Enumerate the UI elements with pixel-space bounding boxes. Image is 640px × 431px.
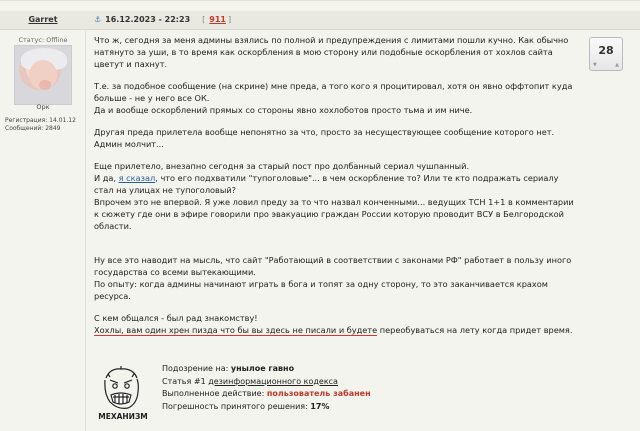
message-paragraph: Еще прилетело, внезапно сегодня за старый пост про долбанный сериал чушпанный. xyxy=(94,161,470,171)
user-info xyxy=(5,117,76,133)
author-name[interactable]: Garret xyxy=(28,15,58,24)
verdict-action xyxy=(162,388,371,401)
message-paragraph xyxy=(94,324,578,336)
message-paragraph xyxy=(94,172,578,196)
text-fragment: , что его подхватили "тупоголовые"... в чем оскорбление то? Или те кто подражать сериалу стал на улицах не тупоголовый? xyxy=(94,173,559,195)
message-paragraph: Впрочем это не впервой. Я уже ловил преду за то что назвал конченными... ведущих ТСН 1+1 в комментарии к сюжету где они в эфире говорили про эвакуацию граждан России которую проводит ВСУ в Белгородской области. xyxy=(94,197,574,231)
bracket-close: ] xyxy=(227,15,232,24)
message-paragraph: Да и вообще оскорблений прямых со стороны явно хохлоботов просто тьма и им ниче. xyxy=(94,105,473,115)
status-value: Offline xyxy=(46,36,68,44)
bracket-open: [ xyxy=(202,15,206,24)
verdict-block xyxy=(162,363,371,413)
rating-box xyxy=(589,37,623,71)
verdict-label: Выполненное действие: xyxy=(162,389,267,398)
post-number-link[interactable]: 911 xyxy=(209,15,226,24)
verdict-label: Погрешность принятого решения: xyxy=(162,401,311,411)
message-paragraph: Т.е. за подобное сообщение (на скрине) мне преда, а того кого я процитировал, хотя он явно оффтопит куда больше - не у него все ОК. xyxy=(94,81,573,103)
message-paragraph: С кем общался - был рад знакомству! xyxy=(94,313,258,323)
status-label: Статус: xyxy=(18,36,45,44)
post-link-icon[interactable]: ⚓ xyxy=(94,15,102,24)
verdict-label: Статья #1 xyxy=(162,376,209,386)
rage-caption: МЕХАНИЗМ xyxy=(98,412,148,421)
user-messages: Сообщений: 2849 xyxy=(5,125,61,132)
post-date: 16.12.2023 - 22:23 xyxy=(105,15,191,24)
quote-link[interactable]: я сказал xyxy=(118,173,156,183)
verdict-suspicion xyxy=(162,363,371,376)
verdict-article xyxy=(162,376,371,389)
rage-face-icon xyxy=(96,364,146,414)
verdict-value: 17% xyxy=(310,401,330,411)
verdict-value: унылое гавно xyxy=(230,364,295,373)
verdict-value: пользователь забанен xyxy=(266,389,371,398)
text-fragment: переобуваться на лету когда придет время. xyxy=(377,325,573,335)
text-fragment: И да, xyxy=(94,173,119,183)
message-paragraph: Другая преда прилетела вообще непонятно за что, просто за несуществующее сообщение которого нет. Админ молчит... xyxy=(94,127,555,149)
post-body xyxy=(94,34,578,336)
underlined-text: Хохлы, вам один хрен пизда что бы вы здесь не писали и будете xyxy=(94,325,378,335)
user-column xyxy=(0,31,86,431)
message-paragraph: Что ж, сегодня за меня админы взялись по полной и предупреждения с лимитами пошли кучно. Как обычно натянуто за уши, в то время как оскорбления в мою сторону или подобные оскорбления от хохлов сайта цветут и пахнут. xyxy=(94,35,569,69)
rating-down-icon[interactable]: ▼ xyxy=(593,62,597,68)
message-paragraph: Ну все это наводит на мысль, что сайт "Работающий в соответствии с законами РФ" работает в пользу иного государства со всеми вытекающими. xyxy=(94,255,572,277)
rating-arrows xyxy=(590,62,622,69)
user-status xyxy=(0,36,86,44)
verdict-label: Подозрение на: xyxy=(162,364,231,373)
user-rank: Орк xyxy=(36,103,50,111)
verdict-error xyxy=(162,401,371,414)
post-meta xyxy=(94,15,233,24)
message-paragraph: По опыту: когда админы начинают играть в бога и топят за одну сторону, то это заканчивается крахом ресурса. xyxy=(94,279,548,301)
post-header xyxy=(0,11,640,30)
rating-up-icon[interactable]: ▲ xyxy=(615,62,619,68)
avatar-hand xyxy=(39,80,51,90)
user-registered: Регистрация: 14.01.12 xyxy=(5,117,76,124)
verdict-value: дезинформационного кодекса xyxy=(208,376,338,386)
rating-value: 28 xyxy=(598,44,614,57)
avatar[interactable] xyxy=(14,45,72,105)
